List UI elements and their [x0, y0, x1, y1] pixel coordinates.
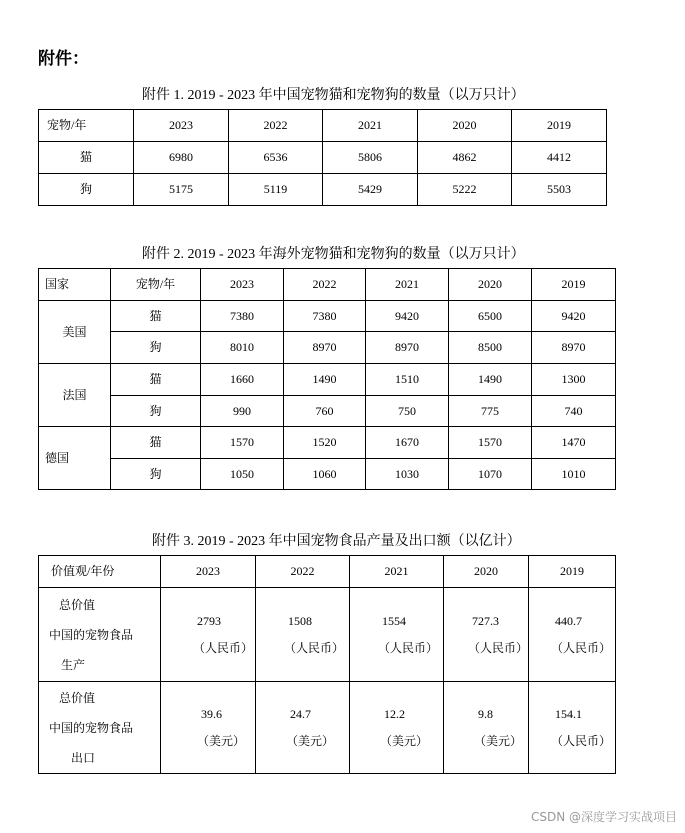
table-cell: 7380	[284, 301, 366, 332]
table-row	[39, 364, 616, 396]
table-cell: 1570	[449, 427, 532, 459]
table-cell: 9420	[366, 301, 449, 332]
table-cell: 8970	[284, 332, 366, 364]
header-cell: 2019	[532, 269, 616, 301]
country-cell: 德国	[39, 427, 111, 490]
table-cell: 5429	[323, 174, 418, 206]
table-cell	[161, 682, 256, 774]
label-line: 生产	[61, 657, 86, 672]
table-row	[39, 142, 607, 174]
table-cell: 6980	[134, 142, 229, 174]
cell-unit: （人民币）	[193, 640, 254, 655]
header-cell: 2020	[418, 110, 512, 142]
table-cell	[444, 682, 529, 774]
table-row	[39, 301, 616, 332]
table-cell: 1050	[201, 459, 284, 490]
header-cell: 2019	[512, 110, 607, 142]
header-cell: 2022	[229, 110, 323, 142]
header-cell: 2022	[284, 269, 366, 301]
row-label	[39, 588, 161, 682]
table2-caption: 附件 2. 2019 - 2023 年海外宠物猫和宠物狗的数量（以万只计）	[142, 247, 525, 262]
table3-header-row	[39, 556, 616, 588]
cell-value: 24.7	[290, 707, 311, 722]
table-cell: 5119	[229, 174, 323, 206]
table-cell: 9420	[532, 301, 616, 332]
table-row	[39, 682, 616, 774]
table-cell: 5222	[418, 174, 512, 206]
row-label: 狗	[111, 396, 201, 427]
cell-unit: （人民币）	[551, 640, 612, 655]
cell-unit: （美元）	[286, 733, 335, 748]
cell-unit: （人民币）	[468, 640, 529, 655]
table-cell	[529, 682, 616, 774]
table-cell: 775	[449, 396, 532, 427]
header-cell: 2023	[134, 110, 229, 142]
table-cell: 990	[201, 396, 284, 427]
row-label: 狗	[111, 332, 201, 364]
header-cell: 宠物/年	[39, 110, 134, 142]
table-cell	[350, 682, 444, 774]
row-label	[39, 682, 161, 774]
table-cell: 1030	[366, 459, 449, 490]
table-row	[39, 332, 616, 364]
table-cell: 740	[532, 396, 616, 427]
table-cell: 8500	[449, 332, 532, 364]
table3-caption: 附件 3. 2019 - 2023 年中国宠物食品产量及出口额（以亿计）	[152, 534, 521, 549]
header-cell: 2019	[529, 556, 616, 588]
table-cell: 5175	[134, 174, 229, 206]
row-label: 猫	[111, 427, 201, 459]
cell-value: 12.2	[384, 707, 405, 722]
cell-value: 39.6	[201, 707, 222, 722]
table3-pet-food	[38, 555, 616, 774]
label-line: 中国的宠物食品	[49, 720, 134, 735]
table-cell: 1060	[284, 459, 366, 490]
country-cell: 美国	[39, 301, 111, 364]
table-cell: 1300	[532, 364, 616, 396]
cell-unit: （人民币）	[378, 640, 439, 655]
header-cell: 2023	[161, 556, 256, 588]
table-cell	[444, 588, 529, 682]
label-line: 总价值	[59, 690, 96, 705]
table-cell: 5806	[323, 142, 418, 174]
row-label: 猫	[39, 142, 134, 174]
country-cell: 法国	[39, 364, 111, 427]
cell-unit: （美元）	[380, 733, 429, 748]
table-row	[39, 174, 607, 206]
table-cell	[529, 588, 616, 682]
header-cell: 2020	[444, 556, 529, 588]
table-row	[39, 459, 616, 490]
table-cell: 1660	[201, 364, 284, 396]
label-line: 中国的宠物食品	[49, 627, 134, 642]
table-cell: 7380	[201, 301, 284, 332]
cell-value: 727.3	[472, 614, 499, 629]
header-cell: 2021	[350, 556, 444, 588]
table-cell: 6536	[229, 142, 323, 174]
table-cell: 1470	[532, 427, 616, 459]
table-cell	[256, 682, 350, 774]
cell-unit: （美元）	[474, 733, 523, 748]
label-line: 出口	[71, 750, 96, 765]
table-cell: 8970	[366, 332, 449, 364]
header-cell: 价值观/年份	[39, 556, 161, 588]
header-cell: 宠物/年	[111, 269, 201, 301]
cell-value: 154.1	[555, 707, 582, 722]
table2-header-row	[39, 269, 616, 301]
table-row	[39, 588, 616, 682]
label-line: 总价值	[59, 597, 96, 612]
table-cell: 1520	[284, 427, 366, 459]
cell-value: 9.8	[478, 707, 493, 722]
row-label: 狗	[39, 174, 134, 206]
table1-china-pets	[38, 109, 607, 206]
table-cell	[256, 588, 350, 682]
header-cell: 2023	[201, 269, 284, 301]
header-cell: 2021	[323, 110, 418, 142]
table-cell: 1070	[449, 459, 532, 490]
cell-unit: （人民币）	[284, 640, 345, 655]
header-cell: 2020	[449, 269, 532, 301]
table-cell: 1570	[201, 427, 284, 459]
cell-value: 1554	[382, 614, 406, 629]
table2-overseas-pets	[38, 268, 616, 490]
table-cell	[161, 588, 256, 682]
header-cell: 2021	[366, 269, 449, 301]
table1-caption: 附件 1. 2019 - 2023 年中国宠物猫和宠物狗的数量（以万只计）	[142, 88, 525, 103]
table-cell: 1510	[366, 364, 449, 396]
table-cell	[350, 588, 444, 682]
table-cell: 1490	[284, 364, 366, 396]
table-cell: 1490	[449, 364, 532, 396]
table1-header-row	[39, 110, 607, 142]
table-row	[39, 427, 616, 459]
row-label: 猫	[111, 301, 201, 332]
row-label: 狗	[111, 459, 201, 490]
table-cell: 1670	[366, 427, 449, 459]
table-cell: 1010	[532, 459, 616, 490]
csdn-watermark: CSDN @深度学习实战项目	[530, 810, 677, 824]
table-cell: 4862	[418, 142, 512, 174]
cell-value: 440.7	[555, 614, 582, 629]
header-cell: 2022	[256, 556, 350, 588]
table-cell: 4412	[512, 142, 607, 174]
table-cell: 750	[366, 396, 449, 427]
cell-value: 2793	[197, 614, 221, 629]
cell-value: 1508	[288, 614, 312, 629]
table-row	[39, 396, 616, 427]
attachment-heading: 附件：	[38, 49, 89, 69]
table-cell: 8010	[201, 332, 284, 364]
row-label: 猫	[111, 364, 201, 396]
table-cell: 6500	[449, 301, 532, 332]
table-cell: 760	[284, 396, 366, 427]
header-cell: 国家	[39, 269, 111, 301]
table-cell: 8970	[532, 332, 616, 364]
table-cell: 5503	[512, 174, 607, 206]
cell-unit: （美元）	[197, 733, 246, 748]
cell-unit: （人民币）	[551, 733, 612, 748]
